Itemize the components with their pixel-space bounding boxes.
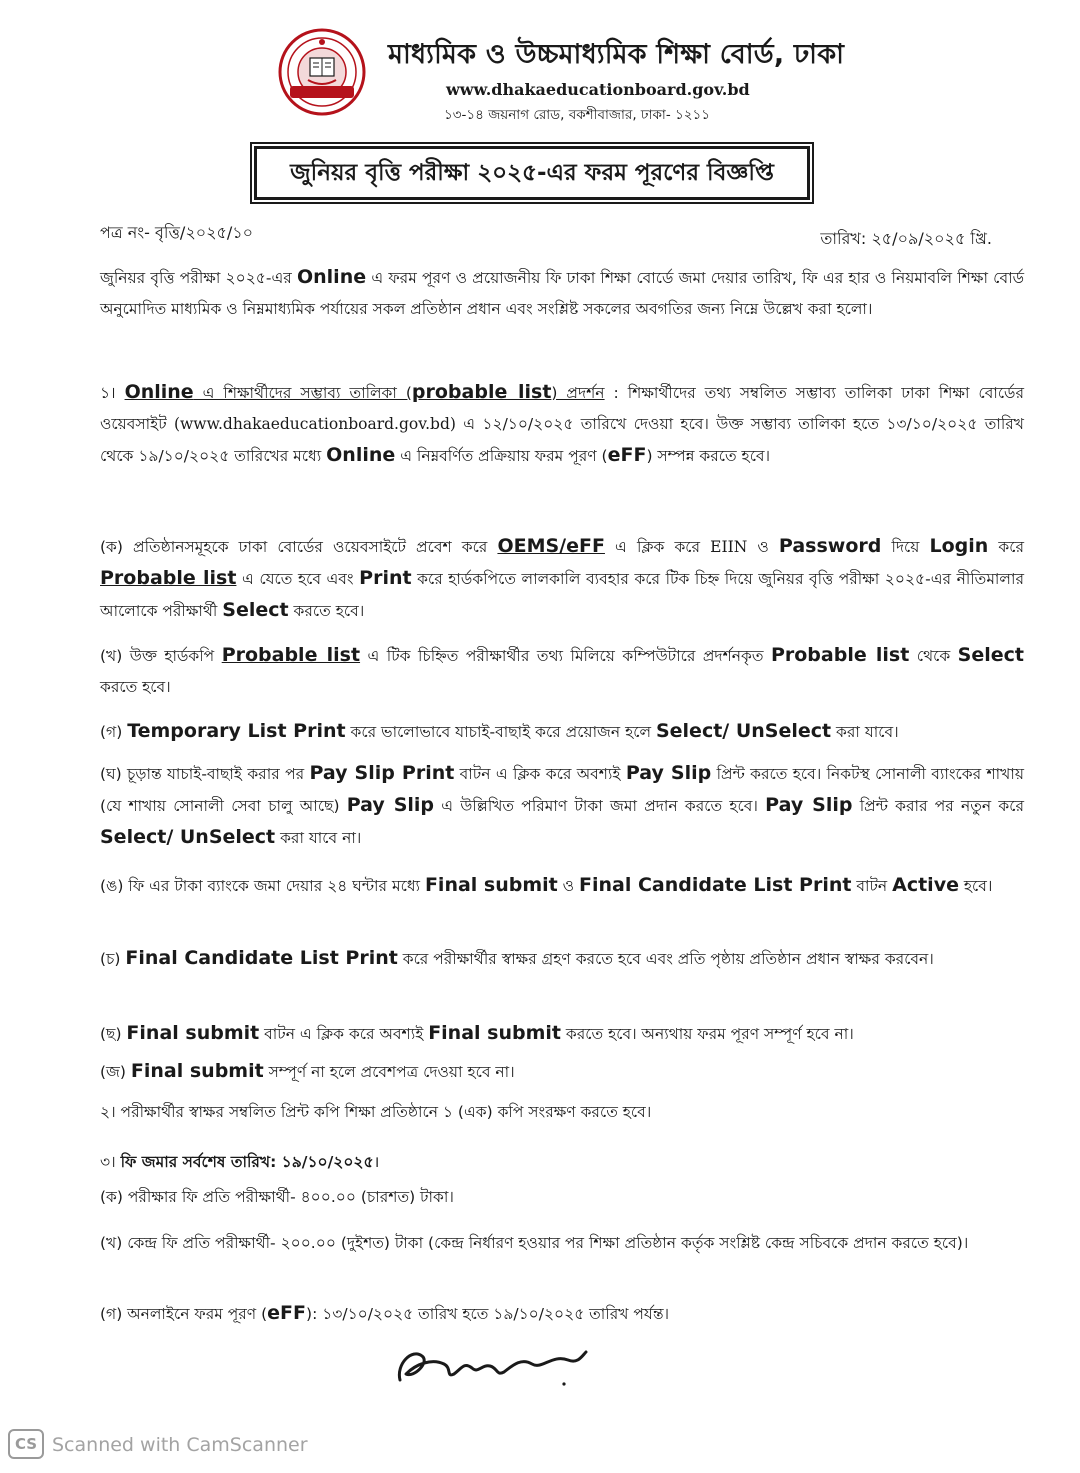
camscanner-watermark: Scanned with CamScanner <box>52 1434 308 1456</box>
item-gha-paragraph: (ঘ) চূড়ান্ত যাচাই-বাছাই করার পর Pay Slip Print বাটন এ ক্লিক করে অবশ্যই Pay Slip প্রিন্ট করতে হবে। নিকটস্থ সোনালী ব্যাংকের শাখায় (যে শাখায় সোনালী সেবা চালু আছে) Pay Slip এ উল্লিখিত পরিমাণ টাকা জমা প্রদান করতে হবে। Pay Slip প্রিন্ট করার পর নতুন করে Select/ UnSelect করা যাবে না। <box>100 762 1025 848</box>
signature-icon <box>392 1334 592 1390</box>
notice-date: তারিখ: ২৫/০৯/২০২৫ খ্রি. <box>820 229 992 248</box>
intro-paragraph: জুনিয়র বৃত্তি পরীক্ষা ২০২৫-এর Online এ ফরম পূরণ ও প্রয়োজনীয় ফি ঢাকা শিক্ষা বোর্ডে জমা দেয়ার তারিখ, ফি এর হার ও নিয়মাবলি শিক্ষা বোর্ড অনুমোদিত মাধ্যমিক ও নিম্নমাধ্যমিক পর্যায়ের সকল প্রতিষ্ঠান প্রধান এবং সংশ্লিষ্ট সকলের অবগতির জন্য নিম্নে উল্লেখ করা হলো। <box>100 266 1024 318</box>
camscanner-logo-icon: CS <box>8 1429 44 1459</box>
item-kha-paragraph: (খ) উক্ত হার্ডকপি Probable list এ টিক চিহ্নিত পরীক্ষার্থীর তথ্য মিলিয়ে কম্পিউটারে প্রদর্শনকৃত Probable list থেকে Select করতে হবে। <box>100 644 1024 696</box>
item-cha-paragraph: (ছ) Final submit বাটন এ ক্লিক করে অবশ্যই Final submit করতে হবে। অন্যথায় ফরম পূরণ সম্পূর্ণ হবে না। <box>100 1022 854 1044</box>
item-ja-paragraph: (জ) Final submit সম্পূর্ণ না হলে প্রবেশপত্র দেওয়া হবে না। <box>100 1060 515 1082</box>
memo-number: পত্র নং- বৃত্তি/২০২৫/১০ <box>100 223 254 242</box>
item-3-ga: (গ) অনলাইনে ফরম পূরণ (eFF): ১৩/১০/২০২৫ তারিখ হতে ১৯/১০/২০২৫ তারিখ পর্যন্ত। <box>100 1302 670 1324</box>
org-website: www.dhakaeducationboard.gov.bd <box>446 80 750 99</box>
item-3-heading: ৩। ফি জমার সর্বশেষ তারিখ: ১৯/১০/২০২৫। <box>100 1153 380 1171</box>
item-ga-paragraph: (গ) Temporary List Print করে ভালোভাবে যাচাই-বাছাই করে প্রয়োজন হলে Select/ UnSelect করা যাবে। <box>100 720 899 742</box>
board-seal-logo-icon <box>278 28 366 116</box>
org-address: ১৩-১৪ জয়নাগ রোড, বকশীবাজার, ঢাকা- ১২১১ <box>444 107 711 123</box>
item-2-paragraph: ২। পরীক্ষার্থীর স্বাক্ষর সম্বলিত প্রিন্ট কপি শিক্ষা প্রতিষ্ঠানে ১ (এক) কপি সংরক্ষণ করতে হবে। <box>100 1103 652 1121</box>
notice-title-box <box>254 146 810 200</box>
org-name: মাধ্যমিক ও উচ্চমাধ্যমিক শিক্ষা বোর্ড, ঢাকা <box>388 39 845 70</box>
item-1-paragraph: ১। Online এ শিক্ষার্থীদের সম্ভাব্য তালিকা (probable list) প্রদর্শন : শিক্ষার্থীদের তথ্য সম্বলিত সম্ভাব্য তালিকা ঢাকা শিক্ষা বোর্ডের ওয়েবসাইট (www.dhakaeducationboard.gov.bd) এ ১২/১০/২০২৫ তারিখে দেওয়া হবে। উক্ত সম্ভাব্য তালিকা হতে ১৩/১০/২০২৫ তারিখ থেকে ১৯/১০/২০২৫ তারিখের মধ্যে Online এ নিম্নবর্ণিত প্রক্রিয়ায় ফরম পূরণ (eFF) সম্পন্ন করতে হবে। <box>100 381 1024 466</box>
item-3-kha: (খ) কেন্দ্র ফি প্রতি পরীক্ষার্থী- ২০০.০০ (দুইশত) টাকা (কেন্দ্র নির্ধারণ হওয়ার পর শিক্ষা প্রতিষ্ঠান কর্তৃক সংশ্লিষ্ট কেন্দ্র সচিবকে প্রদান করতে হবে)। <box>100 1234 969 1252</box>
item-3-ka: (ক) পরীক্ষার ফি প্রতি পরীক্ষার্থী- ৪০০.০০ (চারশত) টাকা। <box>100 1188 454 1206</box>
item-ka-paragraph: (ক) প্রতিষ্ঠানসমূহকে ঢাকা বোর্ডের ওয়েবসাইটে প্রবেশ করে OEMS/eFF এ ক্লিক করে EIIN ও Password দিয়ে Login করে Probable list এ যেতে হবে এবং Print করে হার্ডকপিতে লালকালি ব্যবহার করে টিক চিহ্ন দিয়ে জুনিয়র বৃত্তি পরীক্ষা ২০২৫-এর নীতিমালার আলোকে পরীক্ষার্থী Select করতে হবে। <box>100 535 1025 621</box>
item-ca-paragraph: (চ) Final Candidate List Print করে পরীক্ষার্থীর স্বাক্ষর গ্রহণ করতে হবে এবং প্রতি পৃষ্ঠায় প্রতিষ্ঠান প্রধান স্বাক্ষর করবেন। <box>100 947 934 969</box>
notice-title: জুনিয়র বৃত্তি পরীক্ষা ২০২৫-এর ফরম পূরণের বিজ্ঞপ্তি <box>290 159 774 186</box>
item-uma-paragraph: (ঙ) ফি এর টাকা ব্যাংকে জমা দেয়ার ২৪ ঘন্টার মধ্যে Final submit ও Final Candidate List Print বাটন Active হবে। <box>100 874 993 896</box>
